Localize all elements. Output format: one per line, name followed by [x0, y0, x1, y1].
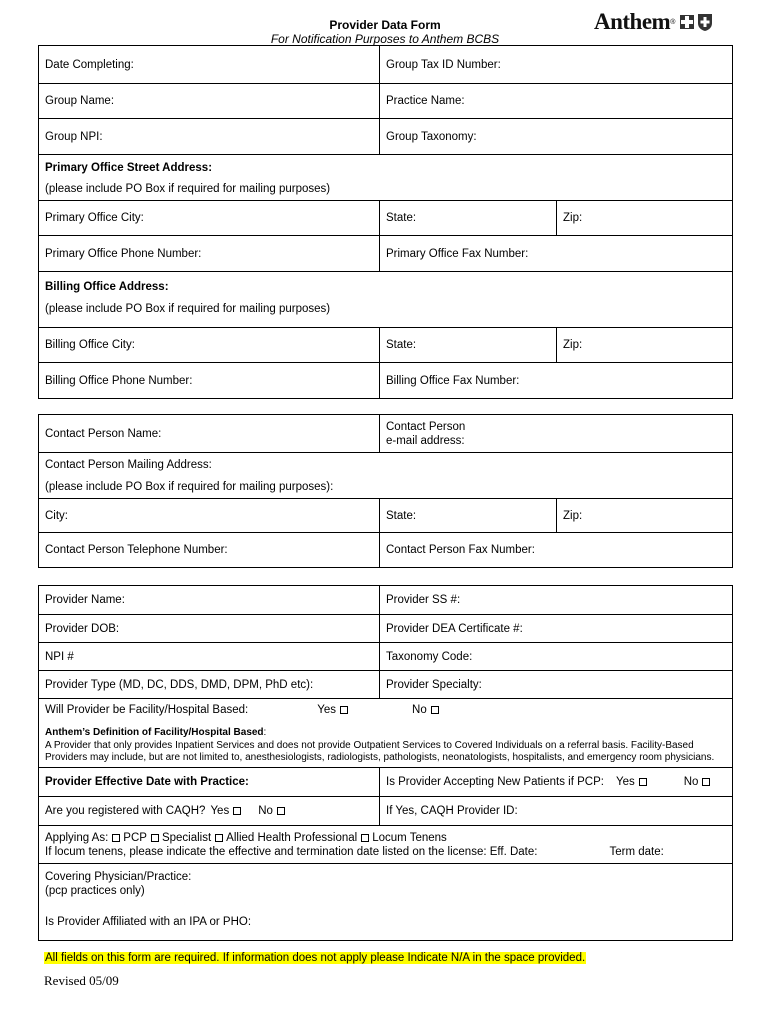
facility-based-row: [39, 699, 733, 721]
caqh-no-label: No: [258, 805, 273, 817]
logo-text: Anthem: [594, 9, 671, 34]
ipa-affiliation-field[interactable]: Is Provider Affiliated with an IPA or PHO:: [39, 904, 733, 941]
caqh-question: Are you registered with CAQH?: [45, 805, 206, 817]
definition-title: Anthem’s Definition of Facility/Hospital Based: [45, 727, 264, 738]
contact-city-field[interactable]: City:: [39, 499, 380, 533]
locum-tenens-note: If locum tenens, please indicate the effective and termination date listed on the license: Eff. Date:: [45, 845, 538, 858]
caqh-yes-label: Yes: [210, 805, 230, 817]
billing-state-field[interactable]: State:: [380, 328, 557, 363]
anthem-logo: [594, 8, 713, 36]
billing-address-field[interactable]: Billing Office Address:: [39, 272, 733, 302]
pcp-checkbox[interactable]: [112, 834, 120, 842]
billing-zip-field[interactable]: Zip:: [557, 328, 733, 363]
contact-email-label-1: Contact Person: [386, 420, 466, 433]
po-box-note: (please include PO Box if required for mailing purposes):: [39, 477, 733, 499]
covering-physician-note: (pcp practices only): [45, 884, 145, 897]
accepting-yes-label: Yes: [615, 776, 635, 788]
accepting-patients-question: Is Provider Accepting New Patients if PCP:: [386, 776, 604, 788]
po-box-note: (please include PO Box if required for mailing purposes): [39, 302, 733, 328]
provider-dob-field[interactable]: Provider DOB:: [39, 615, 380, 643]
facility-yes-checkbox[interactable]: [340, 706, 348, 714]
applying-as-label: Applying As:: [45, 831, 109, 844]
caqh-id-field[interactable]: If Yes, CAQH Provider ID:: [380, 797, 733, 826]
allied-health-label: Allied Health Professional: [226, 831, 358, 844]
caqh-yes-checkbox[interactable]: [233, 807, 241, 815]
po-box-note: (please include PO Box if required for mailing purposes): [39, 182, 733, 201]
group-taxonomy-field[interactable]: Group Taxonomy:: [380, 119, 733, 155]
locum-tenens-checkbox[interactable]: [361, 834, 369, 842]
primary-phone-field[interactable]: Primary Office Phone Number:: [39, 236, 380, 272]
date-completing-field[interactable]: Date Completing:: [39, 46, 380, 84]
caqh-no-checkbox[interactable]: [277, 807, 285, 815]
accepting-no-checkbox[interactable]: [702, 778, 710, 786]
contact-info-table: [38, 414, 733, 568]
required-fields-notice: All fields on this form are required. If information does not apply please Indicate N/A in the space provided.: [45, 952, 586, 964]
practice-info-table: [38, 45, 733, 399]
covering-physician-field[interactable]: [39, 864, 733, 904]
term-date-label: Term date:: [609, 845, 664, 858]
specialist-checkbox[interactable]: [151, 834, 159, 842]
billing-city-field[interactable]: Billing Office City:: [39, 328, 380, 363]
facility-based-question: Will Provider be Facility/Hospital Based:: [45, 703, 249, 716]
pcp-label: PCP: [123, 831, 147, 844]
facility-no-label: No: [412, 703, 427, 716]
logo-registered-mark: ®: [670, 18, 676, 26]
primary-street-address-field[interactable]: Primary Office Street Address:: [39, 155, 733, 182]
accepting-patients-row: [380, 768, 733, 797]
primary-state-field[interactable]: State:: [380, 201, 557, 236]
facility-definition: [39, 721, 733, 768]
primary-zip-field[interactable]: Zip:: [557, 201, 733, 236]
covering-physician-label: Covering Physician/Practice:: [45, 870, 192, 883]
primary-fax-field[interactable]: Primary Office Fax Number:: [380, 236, 733, 272]
definition-text-1: A Provider that only provides Inpatient Services and does not provide Outpatient Services to Covered Individuals on a referral basis. Facility-Based: [45, 739, 694, 751]
accepting-yes-checkbox[interactable]: [639, 778, 647, 786]
provider-type-field[interactable]: Provider Type (MD, DC, DDS, DMD, DPM, PhD etc):: [39, 671, 380, 699]
group-npi-field[interactable]: Group NPI:: [39, 119, 380, 155]
contact-email-label-2: e-mail address:: [386, 434, 465, 447]
taxonomy-code-field[interactable]: Taxonomy Code:: [380, 643, 733, 671]
group-tax-id-field[interactable]: Group Tax ID Number:: [380, 46, 733, 84]
revision-date: Revised 05/09: [44, 973, 119, 988]
blue-shield-icon: [697, 12, 713, 32]
locum-tenens-label: Locum Tenens: [372, 831, 447, 844]
specialist-label: Specialist: [161, 831, 212, 844]
contact-state-field[interactable]: State:: [380, 499, 557, 533]
definition-colon: :: [263, 727, 267, 738]
billing-fax-field[interactable]: Billing Office Fax Number:: [380, 363, 733, 399]
contact-name-field[interactable]: Contact Person Name:: [39, 415, 380, 453]
contact-phone-field[interactable]: Contact Person Telephone Number:: [39, 533, 380, 568]
effective-date-field[interactable]: Provider Effective Date with Practice:: [39, 768, 380, 797]
group-name-field[interactable]: Group Name:: [39, 84, 380, 119]
contact-mailing-address-field[interactable]: Contact Person Mailing Address:: [39, 453, 733, 477]
accepting-no-label: No: [683, 776, 699, 788]
provider-dea-field[interactable]: Provider DEA Certificate #:: [380, 615, 733, 643]
billing-phone-field[interactable]: Billing Office Phone Number:: [39, 363, 380, 399]
facility-yes-label: Yes: [317, 703, 337, 716]
provider-info-table: [38, 585, 733, 941]
primary-city-field[interactable]: Primary Office City:: [39, 201, 380, 236]
contact-fax-field[interactable]: Contact Person Fax Number:: [380, 533, 733, 568]
definition-text-2: Providers may include, but are not limited to, anesthesiologists, radiologists, pathologists, neonatologists, hospitalists, and emergency room physicians.: [45, 752, 715, 763]
facility-no-checkbox[interactable]: [431, 706, 439, 714]
provider-specialty-field[interactable]: Provider Specialty:: [380, 671, 733, 699]
provider-name-field[interactable]: Provider Name:: [39, 586, 380, 615]
caqh-row: [39, 797, 380, 826]
form-title: Provider Data Form: [329, 18, 441, 32]
practice-name-field[interactable]: Practice Name:: [380, 84, 733, 119]
contact-email-field[interactable]: [380, 415, 733, 453]
contact-zip-field[interactable]: Zip:: [557, 499, 733, 533]
blue-cross-icon: [679, 12, 695, 32]
allied-health-checkbox[interactable]: [215, 834, 223, 842]
npi-field[interactable]: NPI #: [39, 643, 380, 671]
provider-ss-field[interactable]: Provider SS #:: [380, 586, 733, 615]
applying-as-row: [39, 826, 733, 864]
form-subtitle: For Notification Purposes to Anthem BCBS: [270, 32, 500, 46]
